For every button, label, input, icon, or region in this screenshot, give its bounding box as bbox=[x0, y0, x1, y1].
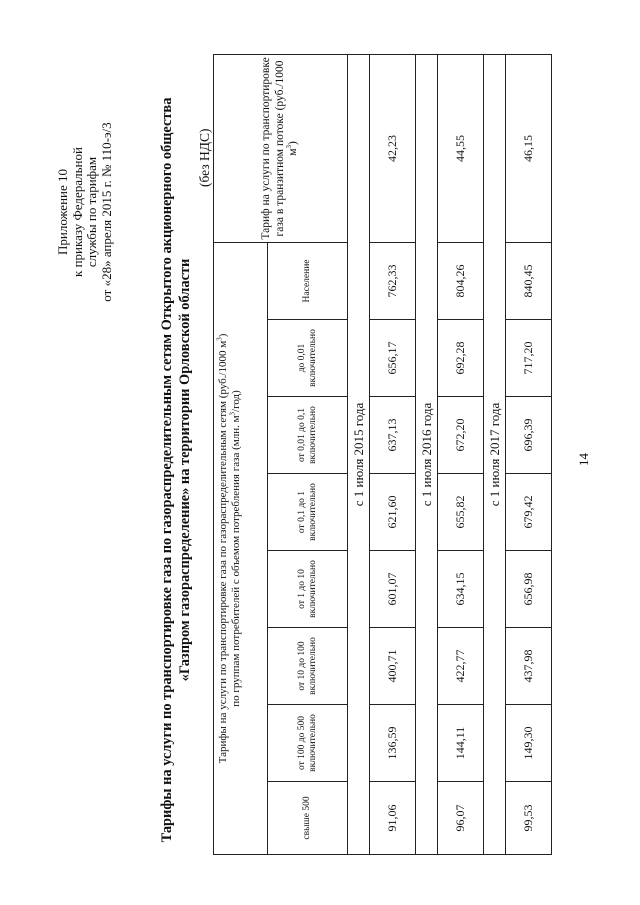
tariff-cell: 400,71 bbox=[370, 628, 416, 705]
tariff-table bbox=[213, 54, 552, 855]
table-row bbox=[438, 54, 484, 854]
tariff-cell: 42,23 bbox=[370, 54, 416, 242]
group-header: до 0,01 включительно bbox=[268, 320, 348, 397]
period-label: с 1 июля 2016 года bbox=[416, 54, 438, 854]
tariff-cell: 672,20 bbox=[438, 397, 484, 474]
tariff-cell: 437,98 bbox=[506, 628, 552, 705]
header-main-line-2-suffix: /год) bbox=[230, 390, 242, 412]
table-row bbox=[370, 54, 416, 854]
title-line-1: Тарифы на услуги по транспортировке газа по газораспределительным сетям Открытого акционерного общества bbox=[159, 97, 175, 843]
group-header-population: Население bbox=[268, 242, 348, 319]
table-row bbox=[506, 54, 552, 854]
tariff-cell: 656,98 bbox=[506, 551, 552, 628]
tariff-cell: 656,17 bbox=[370, 320, 416, 397]
tariff-cell: 634,15 bbox=[438, 551, 484, 628]
header-main-line-1-suffix: ) bbox=[217, 333, 229, 338]
tariff-cell: 762,33 bbox=[370, 242, 416, 319]
tariff-cell: 655,82 bbox=[438, 474, 484, 551]
tariff-cell: 144,11 bbox=[438, 705, 484, 782]
header-transit bbox=[214, 54, 348, 242]
tariff-cell: 44,55 bbox=[438, 54, 484, 242]
period-label: с 1 июля 2017 года bbox=[484, 54, 506, 854]
group-header: от 1 до 10 включительно bbox=[268, 551, 348, 628]
group-header: от 0,1 до 1 включительно bbox=[268, 474, 348, 551]
tariff-cell: 149,30 bbox=[506, 705, 552, 782]
tariff-cell: 96,07 bbox=[438, 782, 484, 855]
tariff-cell: 422,77 bbox=[438, 628, 484, 705]
tariff-cell: 840,45 bbox=[506, 242, 552, 319]
header-transit-suffix: ) bbox=[287, 141, 300, 145]
tariff-cell: 679,42 bbox=[506, 474, 552, 551]
appendix-line-4: от «28» апреля 2015 г. № 110-э/3 bbox=[98, 122, 114, 302]
header-main-line-1: Тарифы на услуги по транспортировке газа по газораспределительным сетям (руб./1000 м bbox=[217, 340, 229, 764]
tariff-cell: 696,39 bbox=[506, 397, 552, 474]
tariff-cell: 804,26 bbox=[438, 242, 484, 319]
appendix-block bbox=[56, 107, 114, 317]
group-header: от 0,01 до 0,1 включительно bbox=[268, 397, 348, 474]
header-transit-text: Тариф на услуги по транспортировке газа в транзитном потоке (руб./1000 м bbox=[260, 57, 300, 240]
group-header: от 100 до 500 включительно bbox=[268, 705, 348, 782]
appendix-line-2: к приказу Федеральной bbox=[69, 147, 85, 277]
header-transit-exp: 3 bbox=[285, 144, 294, 149]
appendix-line-1: Приложение 10 bbox=[55, 168, 70, 256]
tariff-cell: 637,13 bbox=[370, 397, 416, 474]
group-header: от 10 до 100 включительно bbox=[268, 628, 348, 705]
period-row bbox=[484, 54, 506, 854]
tariff-cell: 621,60 bbox=[370, 474, 416, 551]
group-header: свыше 500 bbox=[268, 782, 348, 855]
document-title bbox=[158, 55, 194, 885]
period-label: с 1 июля 2015 года bbox=[348, 54, 370, 854]
period-row bbox=[416, 54, 438, 854]
header-main-line-2: по группам потребителей с объемом потребления газа (млн. м bbox=[230, 415, 242, 707]
title-line-2: «Газпром газораспределение» на территории Орловской области bbox=[177, 258, 193, 682]
header-main-line-2-exp: 3 bbox=[228, 411, 237, 416]
page-number: 14 bbox=[576, 453, 591, 466]
tariff-cell: 136,59 bbox=[370, 705, 416, 782]
header-main bbox=[214, 242, 268, 854]
header-main-line-1-exp: 3 bbox=[215, 337, 224, 341]
tariff-cell: 99,53 bbox=[506, 782, 552, 855]
tariff-cell: 601,07 bbox=[370, 551, 416, 628]
tariff-cell: 91,06 bbox=[370, 782, 416, 855]
tariff-cell: 692,28 bbox=[438, 320, 484, 397]
tariff-cell: 717,20 bbox=[506, 320, 552, 397]
appendix-line-3: службы по тарифам bbox=[84, 156, 99, 268]
vat-note: (без НДС) bbox=[197, 128, 212, 187]
period-row bbox=[348, 54, 370, 854]
tariff-cell: 46,15 bbox=[506, 54, 552, 242]
